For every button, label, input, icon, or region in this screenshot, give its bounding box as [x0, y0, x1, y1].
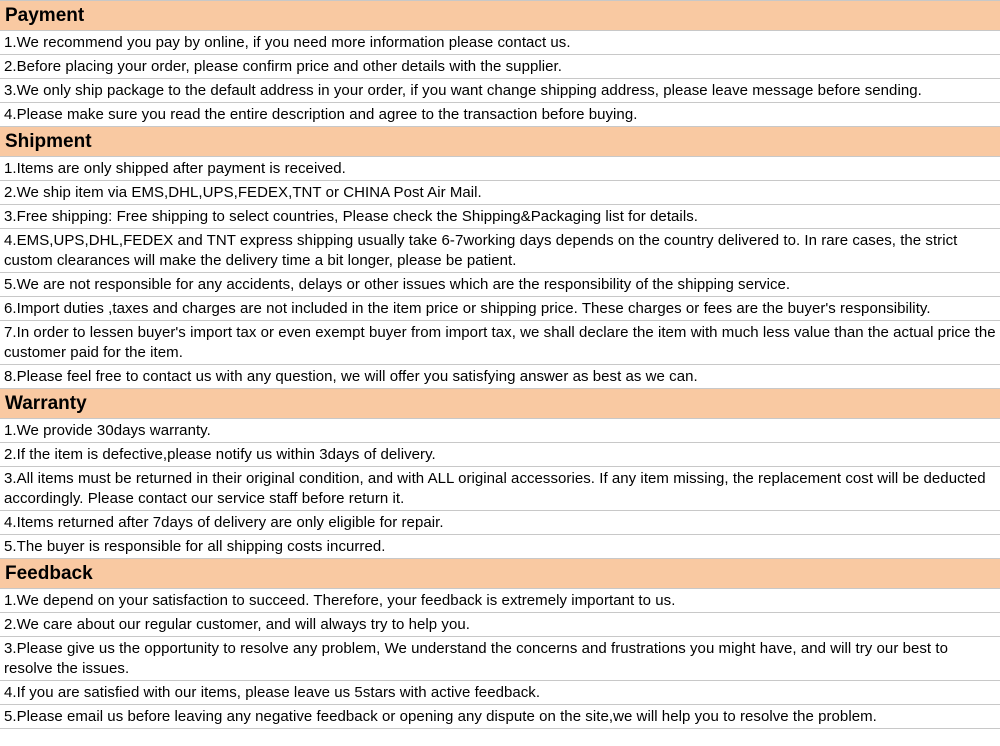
warranty-header: Warranty: [0, 389, 1000, 419]
shipment-item-3: 3.Free shipping: Free shipping to select countries, Please check the Shipping&Packaging list for details.: [0, 205, 1000, 229]
shipment-header: Shipment: [0, 127, 1000, 157]
shipment-item-4: 4.EMS,UPS,DHL,FEDEX and TNT express shipping usually take 6-7working days depends on the country delivered to. In rare cases, the strict custom clearances will make the delivery time a bit longer, please be patient.: [0, 229, 1000, 273]
payment-item-1: 1.We recommend you pay by online, if you need more information please contact us.: [0, 31, 1000, 55]
feedback-item-5: 5.Please email us before leaving any negative feedback or opening any dispute on the site,we will help you to resolve the problem.: [0, 705, 1000, 729]
payment-item-4: 4.Please make sure you read the entire description and agree to the transaction before buying.: [0, 103, 1000, 127]
feedback-header: Feedback: [0, 559, 1000, 589]
feedback-item-2: 2.We care about our regular customer, and will always try to help you.: [0, 613, 1000, 637]
feedback-item-4: 4.If you are satisfied with our items, please leave us 5stars with active feedback.: [0, 681, 1000, 705]
feedback-item-1: 1.We depend on your satisfaction to succeed. Therefore, your feedback is extremely important to us.: [0, 589, 1000, 613]
shipment-item-5: 5.We are not responsible for any accidents, delays or other issues which are the responsibility of the shipping service.: [0, 273, 1000, 297]
shipment-item-7: 7.In order to lessen buyer's import tax or even exempt buyer from import tax, we shall declare the item with much less value than the actual price the customer paid for the item.: [0, 321, 1000, 365]
feedback-item-3: 3.Please give us the opportunity to resolve any problem, We understand the concerns and frustrations you might have, and will try our best to resolve the issues.: [0, 637, 1000, 681]
warranty-item-4: 4.Items returned after 7days of delivery are only eligible for repair.: [0, 511, 1000, 535]
warranty-item-2: 2.If the item is defective,please notify us within 3days of delivery.: [0, 443, 1000, 467]
shipment-item-6: 6.Import duties ,taxes and charges are not included in the item price or shipping price. These charges or fees are the buyer's responsibility.: [0, 297, 1000, 321]
payment-item-3: 3.We only ship package to the default address in your order, if you want change shipping address, please leave message before sending.: [0, 79, 1000, 103]
payment-item-2: 2.Before placing your order, please confirm price and other details with the supplier.: [0, 55, 1000, 79]
warranty-item-3: 3.All items must be returned in their original condition, and with ALL original accessories. If any item missing, the replacement cost will be deducted accordingly. Please contact our service staff before return it.: [0, 467, 1000, 511]
shipment-item-2: 2.We ship item via EMS,DHL,UPS,FEDEX,TNT or CHINA Post Air Mail.: [0, 181, 1000, 205]
payment-header: Payment: [0, 1, 1000, 31]
shipment-item-1: 1.Items are only shipped after payment is received.: [0, 157, 1000, 181]
shipment-item-8: 8.Please feel free to contact us with any question, we will offer you satisfying answer as best as we can.: [0, 365, 1000, 389]
warranty-item-1: 1.We provide 30days warranty.: [0, 419, 1000, 443]
warranty-item-5: 5.The buyer is responsible for all shipping costs incurred.: [0, 535, 1000, 559]
